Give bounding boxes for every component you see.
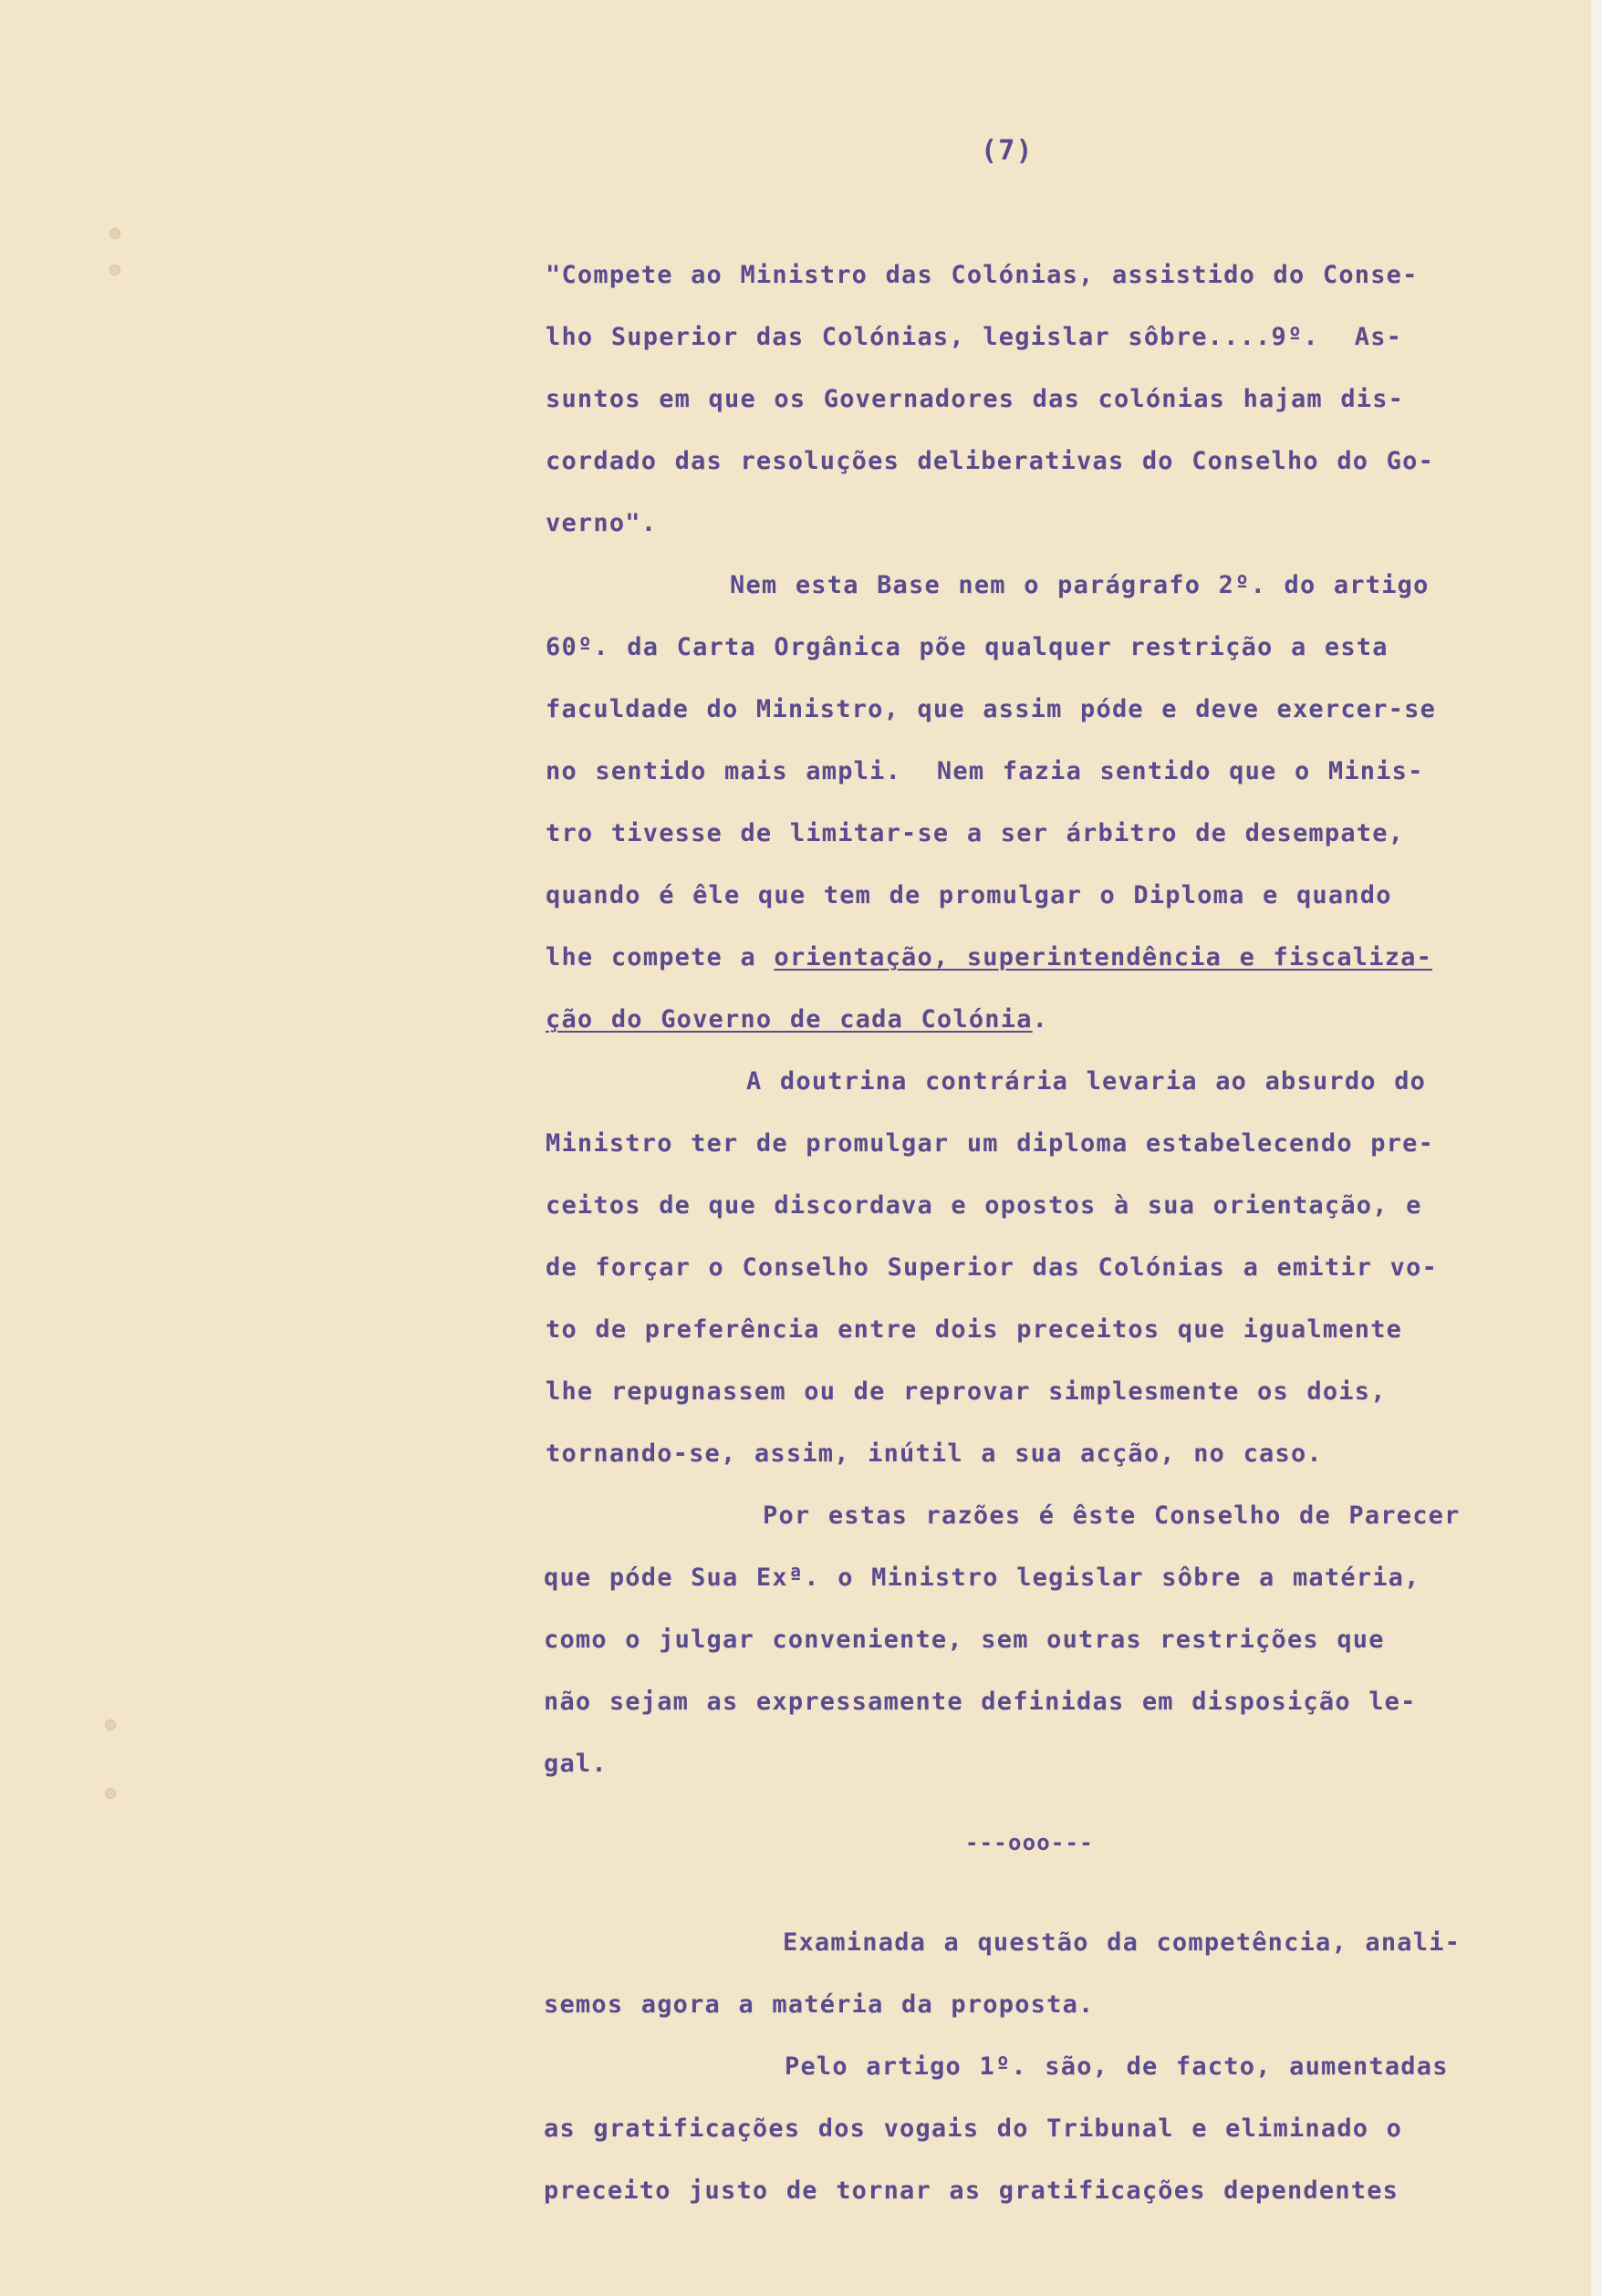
underlined-text: ção do Governo de cada Colónia	[546, 1005, 1033, 1034]
text-line: gal.	[544, 1750, 608, 1778]
text-line: Examinada a questão da competência, anali-	[783, 1928, 1462, 1957]
text-line	[546, 1002, 1048, 1038]
text-line: suntos em que os Governadores das colónias hajam dis-	[546, 385, 1405, 413]
text-line: ceitos de que discordava e opostos à sua orientação, e	[546, 1191, 1422, 1220]
text-line: preceito justo de tornar as gratificações dependentes	[544, 2177, 1399, 2205]
underlined-text: orientação, superintendência e fiscaliza-	[774, 943, 1433, 971]
text-line: A doutrina contrária levaria ao absurdo do	[746, 1067, 1427, 1096]
text-line: como o julgar conveniente, sem outras restrições que	[544, 1626, 1385, 1654]
text-segment: lhe compete a	[546, 943, 756, 971]
text-line: de forçar o Conselho Superior das Colónias a emitir vo-	[546, 1253, 1439, 1282]
text-line: Por estas razões é êste Conselho de Parecer	[763, 1501, 1461, 1530]
text-line: cordado das resoluções deliberativas do Conselho do Go-	[546, 447, 1435, 475]
text-line: faculdade do Ministro, que assim póde e deve exercer-se	[546, 695, 1437, 723]
punch-hole-mark	[109, 265, 120, 275]
text-line: que póde Sua Exª. o Ministro legislar sôbre a matéria,	[544, 1564, 1420, 1592]
text-line: tornando-se, assim, inútil a sua acção, no caso.	[546, 1439, 1323, 1468]
text-line: Nem esta Base nem o parágrafo 2º. do artigo	[730, 571, 1430, 599]
text-line: no sentido mais ampli. Nem fazia sentido que o Minis-	[546, 757, 1424, 785]
text-line: as gratificações dos vogais do Tribunal e eliminado o	[544, 2114, 1403, 2143]
text-line: semos agora a matéria da proposta.	[544, 1990, 1095, 2019]
text-line: lhe repugnassem ou de reprovar simplesmente os dois,	[546, 1377, 1387, 1406]
text-line: quando é êle que tem de promulgar o Diploma e quando	[546, 881, 1392, 909]
text-line: tro tivesse de limitar-se a ser árbitro de desempate,	[546, 819, 1405, 847]
text-line: 60º. da Carta Orgânica põe qualquer restrição a esta	[546, 633, 1389, 661]
punch-hole-mark	[105, 1788, 116, 1799]
text-line: to de preferência entre dois preceitos que igualmente	[546, 1315, 1403, 1344]
text-line: verno".	[546, 509, 658, 537]
punch-hole-mark	[109, 228, 120, 239]
section-separator: ---ooo---	[965, 1830, 1094, 1855]
text-line: lho Superior das Colónias, legislar sôbre....9º. As-	[546, 323, 1403, 351]
text-line: "Compete ao Ministro das Colónias, assistido do Conse-	[546, 261, 1419, 289]
punch-hole-mark	[105, 1719, 116, 1730]
text-line: Pelo artigo 1º. são, de facto, aumentadas	[785, 2052, 1449, 2081]
page-number: (7)	[981, 135, 1034, 167]
text-line	[546, 940, 1432, 976]
text-line: não sejam as expressamente definidas em disposição le-	[544, 1688, 1417, 1716]
text-segment: .	[1032, 1005, 1049, 1034]
text-line: Ministro ter de promulgar um diploma estabelecendo pre-	[546, 1129, 1435, 1158]
